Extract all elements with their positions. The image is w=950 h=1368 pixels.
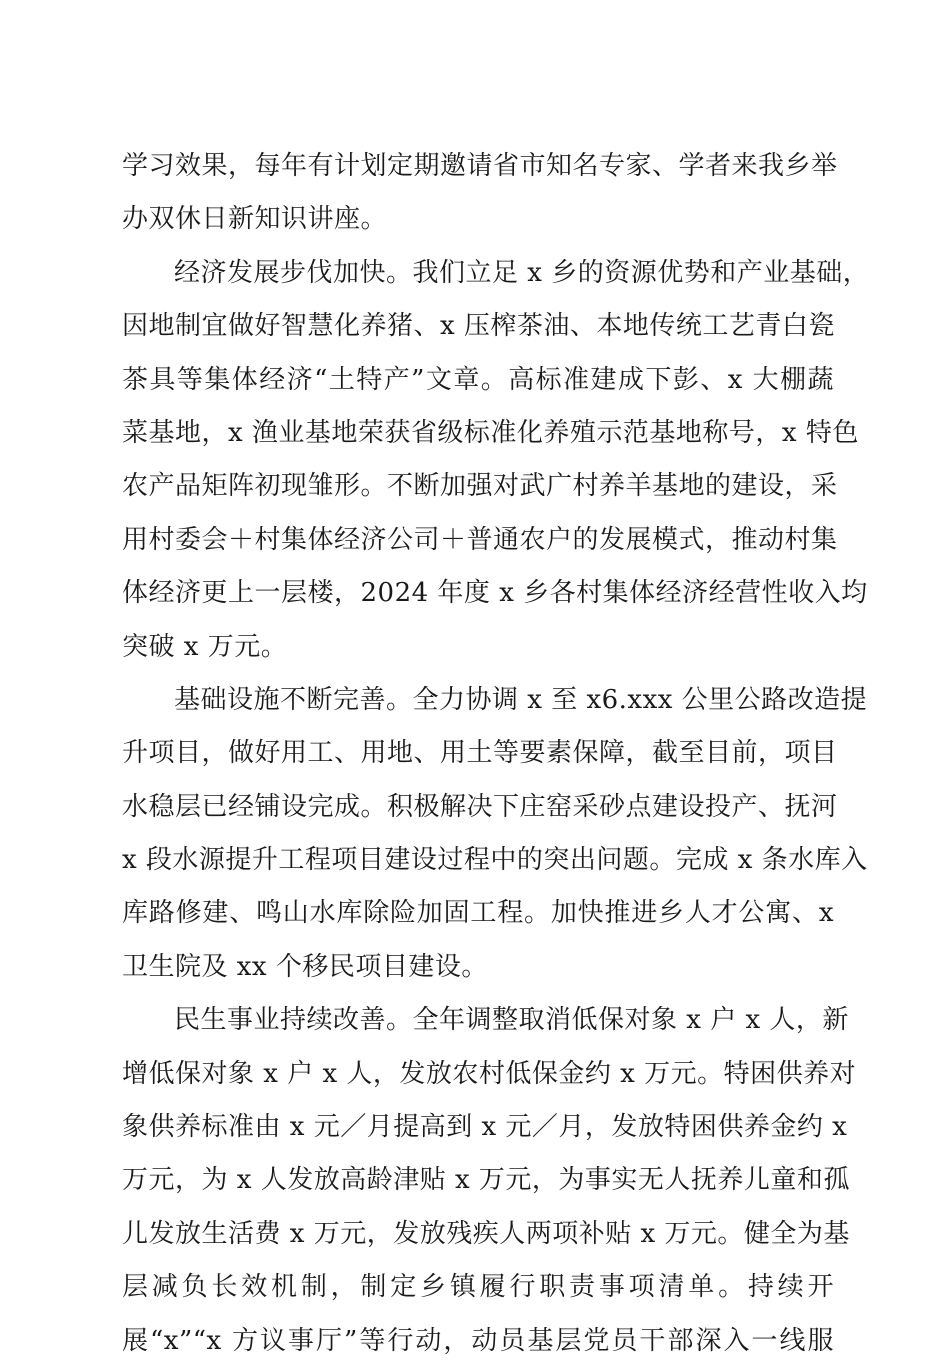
text-line: 水稳层已经铺设完成。积极解决下庄窑采砂点建设投产、抚河 <box>122 791 838 822</box>
paragraph-livelihood <box>122 994 857 1368</box>
text-line: 象供养标准由 x 元／月提高到 x 元／月，发放特困供养金约 x <box>122 1112 848 1143</box>
text-line: 农产品矩阵初现雏形。不断加强对武广村养羊基地的建设，采 <box>122 471 838 502</box>
text-line: 增低保对象 x 户 x 人，发放农村低保金约 x 万元。特困供养对 <box>122 1058 857 1089</box>
paragraph-economic-development <box>122 247 870 674</box>
text-line: 升项目，做好用工、用地、用土等要素保障，截至目前，项目 <box>122 738 838 769</box>
paragraph-infrastructure <box>122 674 868 994</box>
text-line: 茶具等集体经济“土特产”文章。高标准建成下彭、x 大棚蔬 <box>122 364 834 395</box>
body-text <box>122 140 870 1368</box>
text-line: 办双休日新知识讲座。 <box>122 204 388 235</box>
text-line: 库路修建、鸣山水库除险加固工程。加快推进乡人才公寓、x <box>122 898 834 929</box>
text-line: 因地制宜做好智慧化养猪、x 压榨茶油、本地传统工艺青白瓷 <box>122 311 835 342</box>
text-line: 层减负长效机制，制定乡镇履行职责事项清单。持续开 <box>122 1272 834 1303</box>
text-line: 民生事业持续改善。全年调整取消低保对象 x 户 x 人，新 <box>174 1005 849 1036</box>
text-line: 儿发放生活费 x 万元，发放残疾人两项补贴 x 万元。健全为基 <box>122 1218 850 1249</box>
text-line: 展“x”“x 方议事厅”等行动，动员基层党员干部深入一线服 <box>122 1325 834 1356</box>
text-line: 学习效果，每年有计划定期邀请省市知名专家、学者来我乡举 <box>122 151 838 181</box>
text-line: x 段水源提升工程项目建设过程中的突出问题。完成 x 条水库入 <box>122 845 868 876</box>
text-line: 万元，为 x 人发放高龄津贴 x 万元，为事实无人抚养儿童和孤 <box>122 1165 850 1196</box>
text-line: 用村委会＋村集体经济公司＋普通农户的发展模式，推动村集 <box>122 524 838 555</box>
text-line: 基础设施不断完善。全力协调 x 至 x6.xxx 公里公路改造提 <box>174 684 868 715</box>
text-line: 卫生院及 xx 个移民项目建设。 <box>122 951 488 982</box>
text-line: 菜基地，x 渔业基地荣获省级标准化养殖示范基地称号，x 特色 <box>122 417 859 448</box>
text-line: 经济发展步伐加快。我们立足 x 乡的资源优势和产业基础， <box>174 257 870 288</box>
text-line: 体经济更上一层楼，2024 年度 x 乡各村集体经济经营性收入均 <box>122 578 868 609</box>
paragraph-study-effect <box>122 140 838 247</box>
text-line: 突破 x 万元。 <box>122 631 288 662</box>
